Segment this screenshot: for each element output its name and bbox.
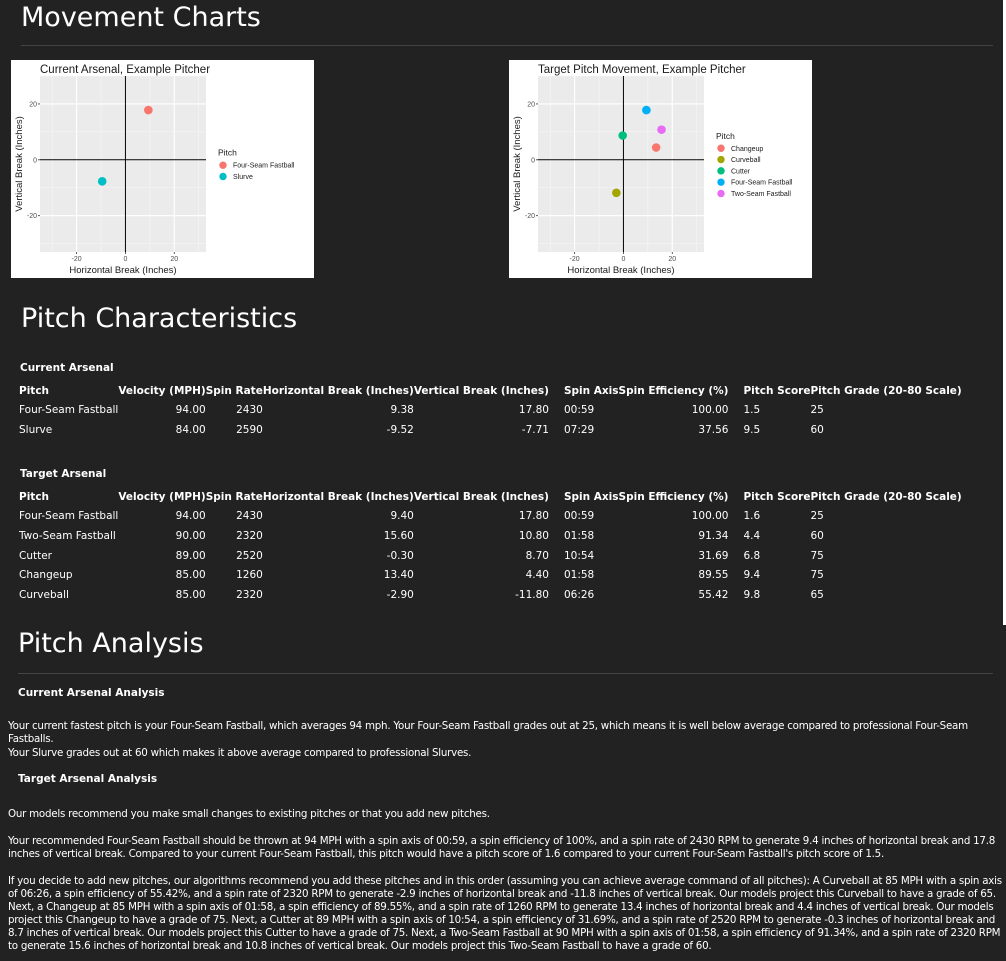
table-cell: 9.8 bbox=[743, 588, 761, 601]
table-cell: 2590 bbox=[236, 423, 263, 436]
pitch-characteristics-heading: Pitch Characteristics bbox=[21, 303, 298, 334]
table-cell: Four-Seam Fastball bbox=[19, 510, 119, 523]
table-cell: 60 bbox=[810, 529, 824, 542]
table-cell: Slurve bbox=[19, 423, 53, 436]
pitch-analysis-heading: Pitch Analysis bbox=[18, 628, 204, 659]
column-header: Pitch bbox=[19, 384, 50, 397]
data-point bbox=[657, 125, 666, 134]
plot-panel bbox=[538, 76, 704, 252]
table-cell: 60 bbox=[810, 423, 824, 436]
target-analysis-title: Target Arsenal Analysis bbox=[18, 773, 158, 785]
table-cell: -2.90 bbox=[386, 588, 414, 601]
target-analysis-paragraph-2: Your recommended Four-Seam Fastball should be thrown at 94 MPH with a spin axis of 00:59, a spin efficiency of 100%, and a spin rate of 2430 RPM to generate 9.4 inches of horizontal break and 17.8 inches of vertical break. Compared to your current Four-Seam Fastball, this pitch would have a pitch score of 1.6 compared to your current Four-Seam Fastball's pitch score of 1.5. bbox=[8, 835, 996, 860]
current-arsenal-table bbox=[19, 381, 962, 440]
column-header: Pitch Score bbox=[743, 490, 811, 503]
table-row bbox=[19, 507, 962, 527]
table-cell: -7.71 bbox=[521, 423, 549, 436]
table-cell: 4.4 bbox=[743, 529, 761, 542]
y-tick-label: -20 bbox=[26, 213, 37, 221]
table-cell: Cutter bbox=[19, 549, 52, 562]
legend-swatch bbox=[219, 162, 226, 169]
target-movement-chart bbox=[509, 60, 812, 278]
table-cell: 15.60 bbox=[383, 529, 414, 542]
legend-label: Cutter bbox=[731, 168, 751, 176]
target-movement-plot bbox=[509, 60, 812, 278]
legend-swatch bbox=[717, 190, 724, 197]
table-cell: 84.00 bbox=[175, 423, 206, 436]
table-cell: -0.30 bbox=[386, 549, 414, 562]
movement-charts-heading: Movement Charts bbox=[21, 2, 261, 33]
table-cell: 75 bbox=[810, 569, 824, 582]
analysis-divider bbox=[18, 673, 993, 674]
column-header: Pitch Score bbox=[743, 384, 811, 397]
table-row bbox=[19, 420, 962, 440]
table-cell: Two-Seam Fastball bbox=[19, 529, 116, 542]
table-cell: 2430 bbox=[236, 510, 263, 523]
movement-divider bbox=[21, 45, 993, 46]
table-cell: 94.00 bbox=[175, 404, 206, 417]
table-cell: 65 bbox=[810, 588, 824, 601]
data-point bbox=[618, 131, 627, 140]
table-cell: -11.80 bbox=[515, 588, 549, 601]
table-cell: 1.5 bbox=[743, 404, 761, 417]
chart-title: Target Pitch Movement, Example Pitcher bbox=[538, 64, 746, 76]
legend-swatch bbox=[717, 167, 724, 174]
table-cell: 2320 bbox=[236, 588, 263, 601]
table-cell: 1.6 bbox=[743, 510, 761, 523]
current-arsenal-title: Current Arsenal bbox=[20, 362, 114, 374]
x-tick-label: 0 bbox=[123, 256, 128, 263]
legend-swatch bbox=[717, 156, 724, 163]
table-cell: 6.8 bbox=[743, 549, 761, 562]
table-cell: 10.80 bbox=[518, 529, 549, 542]
column-header: Velocity (MPH) bbox=[118, 384, 206, 397]
table-header-row bbox=[19, 381, 962, 401]
table-cell: 06:26 bbox=[563, 588, 595, 601]
x-tick-label: 20 bbox=[170, 256, 179, 263]
table-cell: 13.40 bbox=[383, 569, 414, 582]
table-cell: 9.40 bbox=[390, 510, 414, 523]
table-cell: 91.34 bbox=[698, 529, 729, 542]
column-header: Pitch Grade (20-80 Scale) bbox=[810, 384, 962, 397]
legend-label: Four-Seam Fastball bbox=[233, 162, 295, 170]
plot-panel bbox=[40, 76, 206, 252]
table-cell: 2430 bbox=[236, 404, 263, 417]
x-tick-label: 0 bbox=[621, 256, 626, 263]
target-analysis-paragraph-3: If you decide to add new pitches, our algorithms recommend you add these pitches and in this order (assuming you can achieve average command of all pitches): A Curveball at 85 MPH with a spin axis of 06:26, a spin efficiency of 55.42%, and a spin rate of 2320 RPM to generate -2.9 inches of horizontal break and -11.8 inches of vertical break. Our models project this Curveball to have a grade of 65. Next, a Changeup at 85 MPH with a spin axis of 01:58, a spin efficiency of 89.55%, and a spin rate of 1260 RPM to generate 13.4 inches of horizontal break and 4.4 inches of vertical break. Our models project this Changeup to have a grade of 75. Next, a Cutter at 89 MPH with a spin axis of 10:54, a spin efficiency of 31.69%, and a spin rate of 2520 RPM to generate -0.3 inches of horizontal break and 8.7 inches of vertical break. Our models project this Cutter to have a grade of 75. Next, a Two-Seam Fastball at 90 MPH with a spin axis of 01:58, a spin efficiency of 91.34%, and a spin rate of 2320 RPM to generate 15.6 inches of horizontal break and 10.8 inches of vertical break. Our models project this Two-Seam Fastball to have a grade of 60. bbox=[8, 875, 1002, 952]
column-header: Velocity (MPH) bbox=[118, 490, 206, 503]
table-cell: Four-Seam Fastball bbox=[19, 404, 119, 417]
x-axis-label: Horizontal Break (Inches) bbox=[567, 265, 675, 276]
table-cell: 00:59 bbox=[563, 404, 595, 417]
table-cell: 2520 bbox=[236, 549, 263, 562]
table-cell: 89.00 bbox=[175, 549, 206, 562]
column-header: Pitch Grade (20-80 Scale) bbox=[810, 490, 962, 503]
y-axis-label: Vertical Break (Inches) bbox=[14, 116, 25, 212]
legend-swatch bbox=[717, 145, 724, 152]
target-arsenal-table bbox=[19, 487, 962, 605]
table-cell: 94.00 bbox=[175, 510, 206, 523]
legend-label: Two-Seam Fastball bbox=[731, 190, 791, 198]
table-cell: 55.42 bbox=[698, 588, 729, 601]
current-analysis-title: Current Arsenal Analysis bbox=[18, 687, 165, 699]
column-header: Spin Axis bbox=[563, 384, 619, 397]
column-header: Spin Axis bbox=[563, 490, 619, 503]
table-cell: 75 bbox=[810, 549, 824, 562]
x-tick-label: 20 bbox=[668, 256, 677, 263]
table-cell: 100.00 bbox=[691, 510, 729, 523]
legend-swatch bbox=[219, 173, 226, 180]
column-header: Vertical Break (Inches) bbox=[413, 490, 549, 503]
legend-swatch bbox=[717, 178, 724, 185]
current-movement-chart bbox=[11, 60, 314, 278]
legend-label: Four-Seam Fastball bbox=[731, 179, 793, 187]
legend-title: Pitch bbox=[218, 147, 237, 158]
table-row bbox=[19, 565, 962, 585]
y-tick-label: -20 bbox=[524, 213, 535, 221]
current-movement-plot bbox=[11, 60, 314, 278]
x-tick-label: -20 bbox=[71, 256, 82, 263]
x-tick-label: -20 bbox=[569, 256, 580, 263]
table-cell: 100.00 bbox=[691, 404, 729, 417]
x-axis-label: Horizontal Break (Inches) bbox=[69, 265, 177, 276]
column-header: Horizontal Break (Inches) bbox=[262, 384, 414, 397]
data-point bbox=[144, 106, 153, 115]
current-analysis-paragraph-2: Your Slurve grades out at 60 which makes it above average compared to professional Slurves. bbox=[8, 747, 472, 759]
data-point bbox=[612, 188, 621, 197]
table-cell: 8.70 bbox=[525, 549, 549, 562]
table-cell: 17.80 bbox=[518, 510, 549, 523]
legend-label: Changeup bbox=[731, 145, 764, 153]
table-cell: 10:54 bbox=[563, 549, 595, 562]
table-cell: 31.69 bbox=[698, 549, 729, 562]
table-cell: Changeup bbox=[19, 569, 73, 582]
table-cell: 4.40 bbox=[525, 569, 549, 582]
table-cell: 85.00 bbox=[175, 569, 206, 582]
table-cell: 89.55 bbox=[698, 569, 729, 582]
y-tick-label: 0 bbox=[33, 157, 37, 165]
column-header: Horizontal Break (Inches) bbox=[262, 490, 414, 503]
table-cell: 01:58 bbox=[563, 569, 595, 582]
column-header: Spin Rate bbox=[205, 490, 263, 503]
table-cell: 9.38 bbox=[390, 404, 414, 417]
y-axis-label: Vertical Break (Inches) bbox=[512, 116, 523, 212]
table-cell: 01:58 bbox=[563, 529, 595, 542]
table-header-row bbox=[19, 487, 962, 507]
table-cell: 17.80 bbox=[518, 404, 549, 417]
legend-label: Curveball bbox=[731, 157, 761, 165]
table-cell: 07:29 bbox=[563, 423, 595, 436]
table-cell: 00:59 bbox=[563, 510, 595, 523]
target-analysis-paragraph-1: Our models recommend you make small changes to existing pitches or that you add new pitches. bbox=[8, 808, 490, 820]
table-cell: 1260 bbox=[236, 569, 263, 582]
table-cell: Curveball bbox=[19, 588, 69, 601]
data-point bbox=[652, 143, 661, 152]
table-row bbox=[19, 526, 962, 546]
current-analysis-paragraph-1: Your current fastest pitch is your Four-Seam Fastball, which averages 94 mph. Your Four-Seam Fastball grades out at 25, which means it is well below average compared to professional Four-Seam Fastballs. bbox=[8, 720, 968, 745]
y-tick-label: 20 bbox=[527, 101, 535, 109]
data-point bbox=[642, 106, 651, 115]
column-header: Vertical Break (Inches) bbox=[413, 384, 549, 397]
table-row bbox=[19, 546, 962, 566]
data-point bbox=[98, 177, 107, 186]
column-header: Spin Rate bbox=[205, 384, 263, 397]
table-row bbox=[19, 585, 962, 605]
target-arsenal-title: Target Arsenal bbox=[20, 468, 107, 480]
table-cell: -9.52 bbox=[386, 423, 414, 436]
legend-label: Slurve bbox=[233, 174, 253, 181]
table-cell: 9.5 bbox=[743, 423, 761, 436]
table-cell: 85.00 bbox=[175, 588, 206, 601]
column-header: Spin Efficiency (%) bbox=[618, 384, 729, 397]
table-row bbox=[19, 401, 962, 421]
table-cell: 9.4 bbox=[743, 569, 761, 582]
table-cell: 25 bbox=[810, 510, 824, 523]
legend-title: Pitch bbox=[716, 130, 735, 141]
column-header: Spin Efficiency (%) bbox=[618, 490, 729, 503]
y-tick-label: 20 bbox=[29, 101, 37, 109]
column-header: Pitch bbox=[19, 490, 50, 503]
chart-title: Current Arsenal, Example Pitcher bbox=[40, 64, 211, 76]
table-cell: 90.00 bbox=[175, 529, 206, 542]
table-cell: 25 bbox=[810, 404, 824, 417]
table-cell: 2320 bbox=[236, 529, 263, 542]
table-cell: 37.56 bbox=[698, 423, 729, 436]
y-tick-label: 0 bbox=[531, 157, 535, 165]
